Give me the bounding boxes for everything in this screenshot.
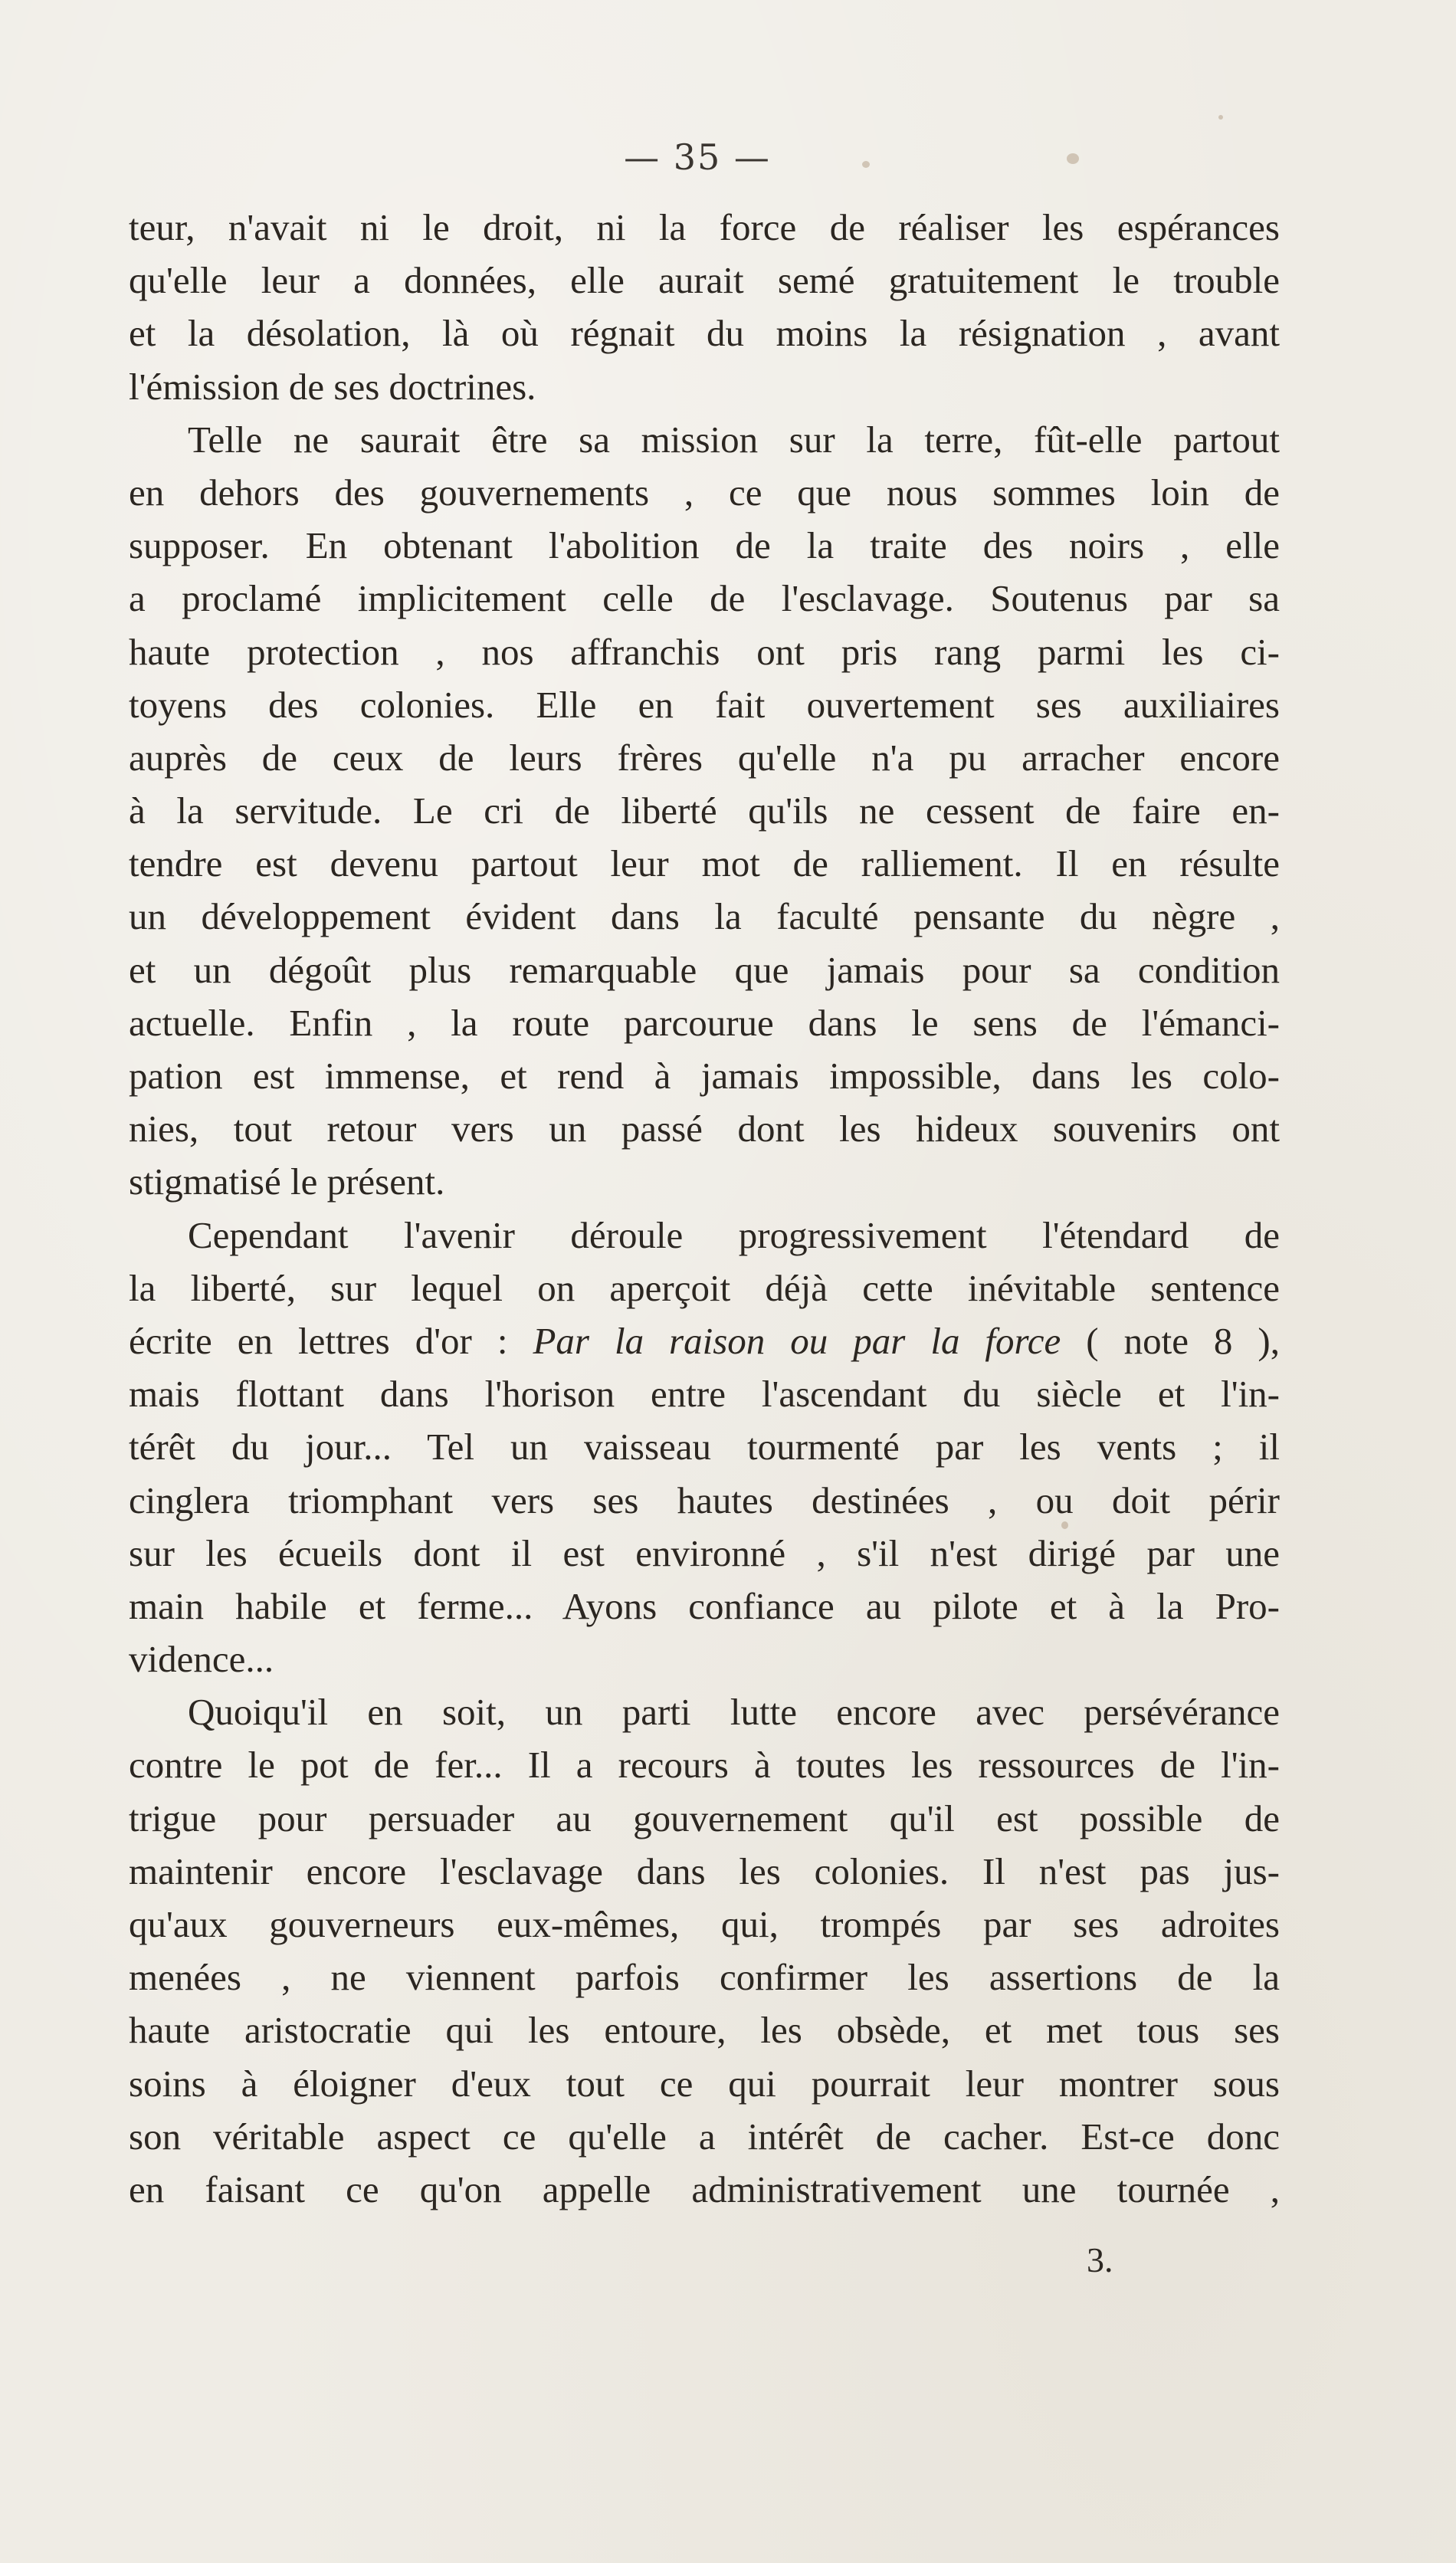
text-fragment: écrite en lettres d'or : [129,1319,533,1362]
text-line: et la désolation, là où régnait du moins la résignation , avant [129,312,1280,355]
text-line: en faisant ce qu'on appelle administrativement une tournée , [129,2168,1280,2210]
text-line: haute protection , nos affranchis ont pris rang parmi les ci- [129,630,1280,673]
paragraph [129,413,1280,1209]
text-line: Quoiqu'il en soit, un parti lutte encore avec persévérance [188,1691,1280,1734]
text-line: haute aristocratie qui les entoure, les obsède, et met tous ses [129,2009,1280,2052]
page-number: — 35 — [624,136,771,178]
text-line: Cependant l'avenir déroule progressivement l'étendard de [188,1213,1280,1256]
text-line: trigue pour persuader au gouvernement qu'il est possible de [129,1797,1280,1839]
italic-phrase: Par la raison ou par la force [533,1319,1061,1362]
text-line: main habile et ferme... Ayons confiance au pilote et à la Pro- [129,1584,1280,1627]
text-line: térêt du jour... Tel un vaisseau tourmenté par les vents ; il [129,1426,1280,1469]
text-line: un développement évident dans la faculté pensante du nègre , [129,895,1280,938]
text-fragment: ( note 8 ), [1061,1319,1280,1362]
signature-mark: 3. [1087,2240,1113,2279]
text-line: en dehors des gouvernements , ce que nous sommes loin de [129,471,1280,514]
body-text [129,201,1280,2216]
text-line: tendre est devenu partout leur mot de ralliement. Il en résulte [129,842,1280,885]
paragraph [129,1209,1280,1686]
paragraph [129,201,1280,413]
paragraph [129,1685,1280,2216]
text-line: vidence... [129,1638,274,1681]
text-line: menées , ne viennent parfois confirmer les assertions de la [129,1956,1280,1999]
text-line: nies, tout retour vers un passé dont les hideux souvenirs ont [129,1108,1280,1150]
text-line: cinglera triomphant vers ses hautes destinées , ou doit périr [129,1478,1280,1521]
text-line: supposer. En obtenant l'abolition de la traite des noirs , elle [129,524,1280,567]
text-line: stigmatisé le présent. [129,1160,445,1203]
foxing-spot [1218,115,1223,120]
text-line: à la servitude. Le cri de liberté qu'ils ne cessent de faire en- [129,789,1280,832]
text-line: a proclamé implicitement celle de l'esclavage. Soutenus par sa [129,577,1280,620]
text-line: sur les écueils dont il est environné , s'il n'est dirigé par une [129,1531,1280,1574]
text-line: l'émission de ses doctrines. [129,365,536,408]
text-line: contre le pot de fer... Il a recours à toutes les ressources de l'in- [129,1744,1280,1787]
text-line: soins à éloigner d'eux tout ce qui pourrait leur montrer sous [129,2062,1280,2105]
text-line: maintenir encore l'esclavage dans les colonies. Il n'est pas jus- [129,1849,1280,1892]
text-line: pation est immense, et rend à jamais impossible, dans les colo- [129,1055,1280,1097]
text-line: teur, n'avait ni le droit, ni la force de réaliser les espérances [129,206,1280,248]
text-line: qu'elle leur a données, elle aurait semé gratuitement le trouble [129,259,1280,302]
text-line: et un dégoût plus remarquable que jamais pour sa condition [129,948,1280,991]
text-line: actuelle. Enfin , la route parcourue dans le sens de l'émanci- [129,1001,1280,1044]
text-line: mais flottant dans l'horison entre l'ascendant du siècle et l'in- [129,1373,1280,1416]
text-line: Telle ne saurait être sa mission sur la terre, fût-elle partout [188,418,1280,461]
text-line-with-italic [129,1314,1280,1367]
text-line: auprès de ceux de leurs frères qu'elle n'a pu arracher encore [129,736,1280,779]
text-line: qu'aux gouverneurs eux-mêmes, qui, trompés par ses adroites [129,1903,1280,1945]
text-line: toyens des colonies. Elle en fait ouvertement ses auxiliaires [129,683,1280,726]
text-line: son véritable aspect ce qu'elle a intérêt de cacher. Est-ce donc [129,2115,1280,2158]
text-line: la liberté, sur lequel on aperçoit déjà cette inévitable sentence [129,1266,1280,1309]
